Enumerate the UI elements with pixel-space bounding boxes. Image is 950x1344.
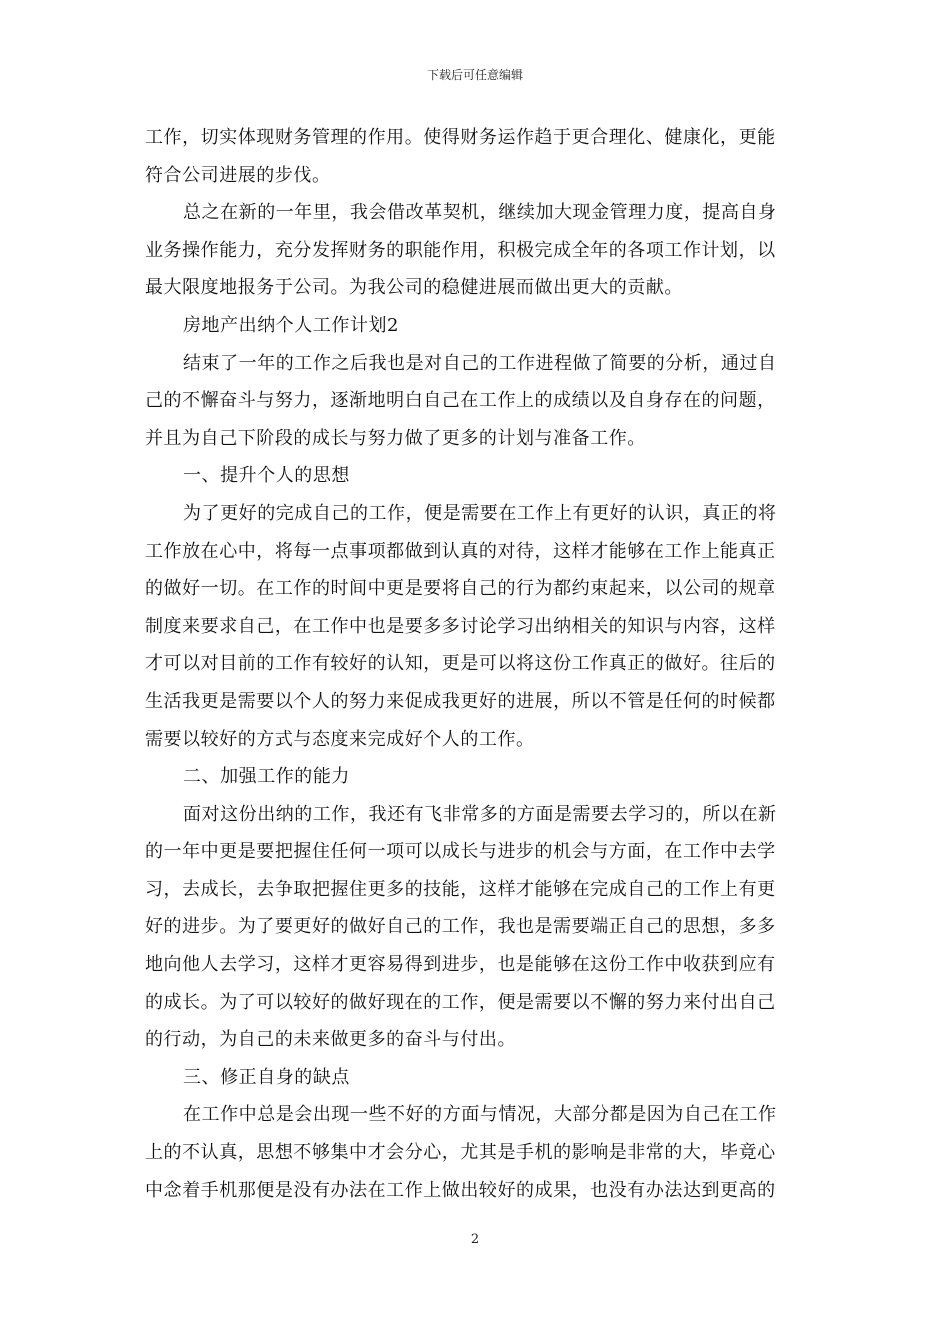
text-line: 己的不懈奋斗与努力，逐渐地明白自己在工作上的成绩以及自身存在的问题， <box>145 390 776 412</box>
text-line: 上的不认真，思想不够集中才会分心，尤其是手机的影响是非常的大，毕竟心 <box>145 1142 776 1164</box>
text-line: 在工作中总是会出现一些不好的方面与情况，大部分都是因为自己在工作 <box>183 1104 777 1126</box>
page-header: 下载后可任意编辑 <box>426 68 523 82</box>
text-line: 生活我更是需要以个人的努力来促成我更好的进展，所以不管是任何的时候都 <box>145 690 776 712</box>
text-line: 工作，切实体现财务管理的作用。使得财务运作趋于更合理化、健康化，更能 <box>145 127 776 148</box>
text-line: 房地产出纳个人工作计划2 <box>183 314 400 336</box>
text-line: 的行动，为自己的未来做更多的奋斗与付出。 <box>145 1029 516 1051</box>
text-line: 三、修正自身的缺点 <box>183 1066 350 1088</box>
text-line: 结束了一年的工作之后我也是对自己的工作进程做了简要的分析，通过自 <box>183 352 777 374</box>
text-line: 中念着手机那便是没有办法在工作上做出较好的成果，也没有办法达到更高的 <box>145 1179 776 1201</box>
text-line: 符合公司进展的步伐。 <box>145 164 331 186</box>
text-line: 总之在新的一年里，我会借改革契机，继续加大现金管理力度，提高自身 <box>183 202 777 224</box>
text-line: 面对这份出纳的工作，我还有飞非常多的方面是需要去学习的，所以在新 <box>183 803 777 825</box>
text-line: 制度来要求自己，在工作中也是要多多讨论学习出纳相关的知识与内容，这样 <box>145 615 776 637</box>
text-line: 好的进步。为了要更好的做好自己的工作，我也是需要端正自己的思想，多多 <box>145 916 776 938</box>
text-line: 一、提升个人的思想 <box>183 465 350 487</box>
text-line: 习，去成长，去争取把握住更多的技能，这样才能够在完成自己的工作上有更 <box>145 878 776 900</box>
text-line: 工作放在心中，将每一点事项都做到认真的对待，这样才能够在工作上能真正 <box>145 540 776 562</box>
text-line: 的成长。为了可以较好的做好现在的工作，便是需要以不懈的努力来付出自己 <box>145 991 776 1013</box>
text-line: 地向他人去学习，这样才更容易得到进步，也是能够在这份工作中收获到应有 <box>145 954 776 976</box>
text-line: 的一年中更是要把握住任何一项可以成长与进步的机会与方面，在工作中去学 <box>145 841 776 863</box>
text-line: 才可以对目前的工作有较好的认知，更是可以将这份工作真正的做好。往后的 <box>145 653 776 675</box>
text-line: 业务操作能力，充分发挥财务的职能作用，积极完成全年的各项工作计划，以 <box>145 239 776 261</box>
text-line: 为了更好的完成自己的工作，便是需要在工作上有更好的认识，真正的将 <box>183 502 777 524</box>
text-line: 并且为自己下阶段的成长与努力做了更多的计划与准备工作。 <box>145 427 646 449</box>
page-number: 2 <box>470 1232 480 1247</box>
document-body <box>145 119 807 1209</box>
text-line: 需要以较好的方式与态度来完成好个人的工作。 <box>145 728 535 750</box>
text-line: 最大限度地报务于公司。为我公司的稳健进展而做出更大的贡献。 <box>145 277 683 299</box>
text-line: 二、加强工作的能力 <box>183 766 350 788</box>
text-line: 的做好一切。在工作的时间中更是要将自己的行为都约束起来，以公司的规章 <box>145 578 776 600</box>
